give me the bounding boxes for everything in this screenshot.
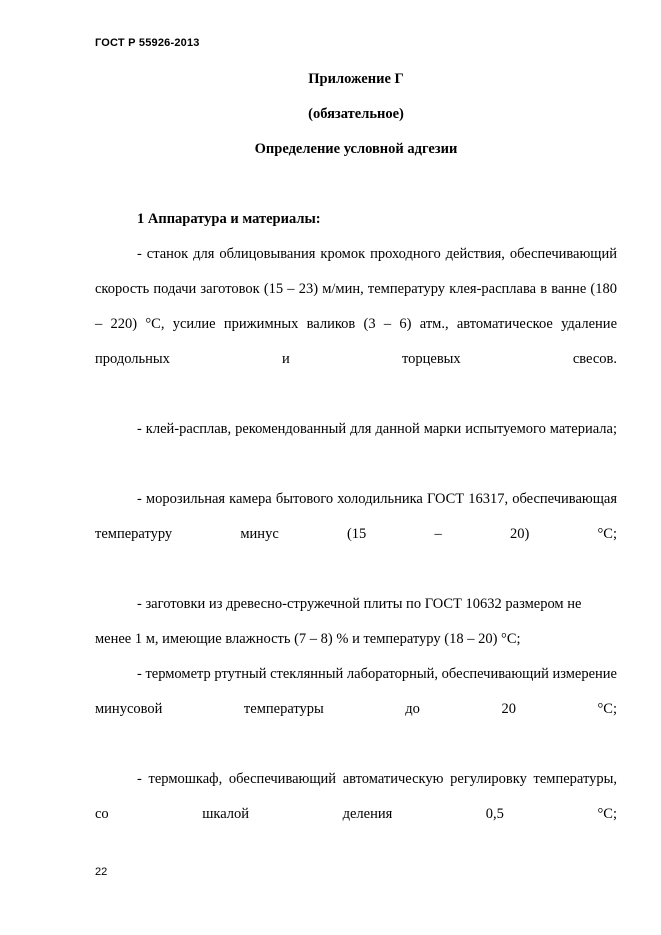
list-item-hot-melt-adhesive: - клей-расплав, рекомендованный для данной марки испытуемого материала; [137, 421, 617, 437]
list-item-thermometer: - термометр ртутный стеклянный лабораторный, обеспечивающий измерение минусовой температуры до 20 °С; [95, 666, 617, 717]
list-item-thermal-cabinet: - термошкаф, обеспечивающий автоматическую регулировку температуры, со шкалой деления 0,5 °С; [95, 771, 617, 822]
appendix-title: Приложение Г [308, 71, 404, 87]
list-item-chipboard-blanks: - заготовки из древесно-стружечной плиты по ГОСТ 10632 размером не менее 1 м, имеющие влажность (7 – 8) % и температуру (18 – 20) °С; [95, 596, 582, 647]
section-heading-apparatus: 1 Аппаратура и материалы: [137, 211, 321, 227]
page-content [95, 62, 617, 867]
appendix-topic-title: Определение условной адгезии [254, 141, 458, 157]
appendix-subtitle: (обязательное) [308, 106, 404, 122]
page-number: 22 [95, 866, 108, 878]
standard-number-header: ГОСТ Р 55926-2013 [95, 37, 200, 49]
list-item-machine: - станок для облицовывания кромок проходного действия, обеспечивающий скорость подачи заготовок (15 – 23) м/мин, температуру клея-расплава в ванне (180 – 220) °С, усилие прижимных валиков (3 – 6) атм., автоматическое удаление продольных и торцевых свесов. [95, 246, 617, 367]
list-item-freezer-chamber: - морозильная камера бытового холодильника ГОСТ 16317, обеспечивающая температуру минус (15 – 20) °С; [95, 491, 617, 542]
